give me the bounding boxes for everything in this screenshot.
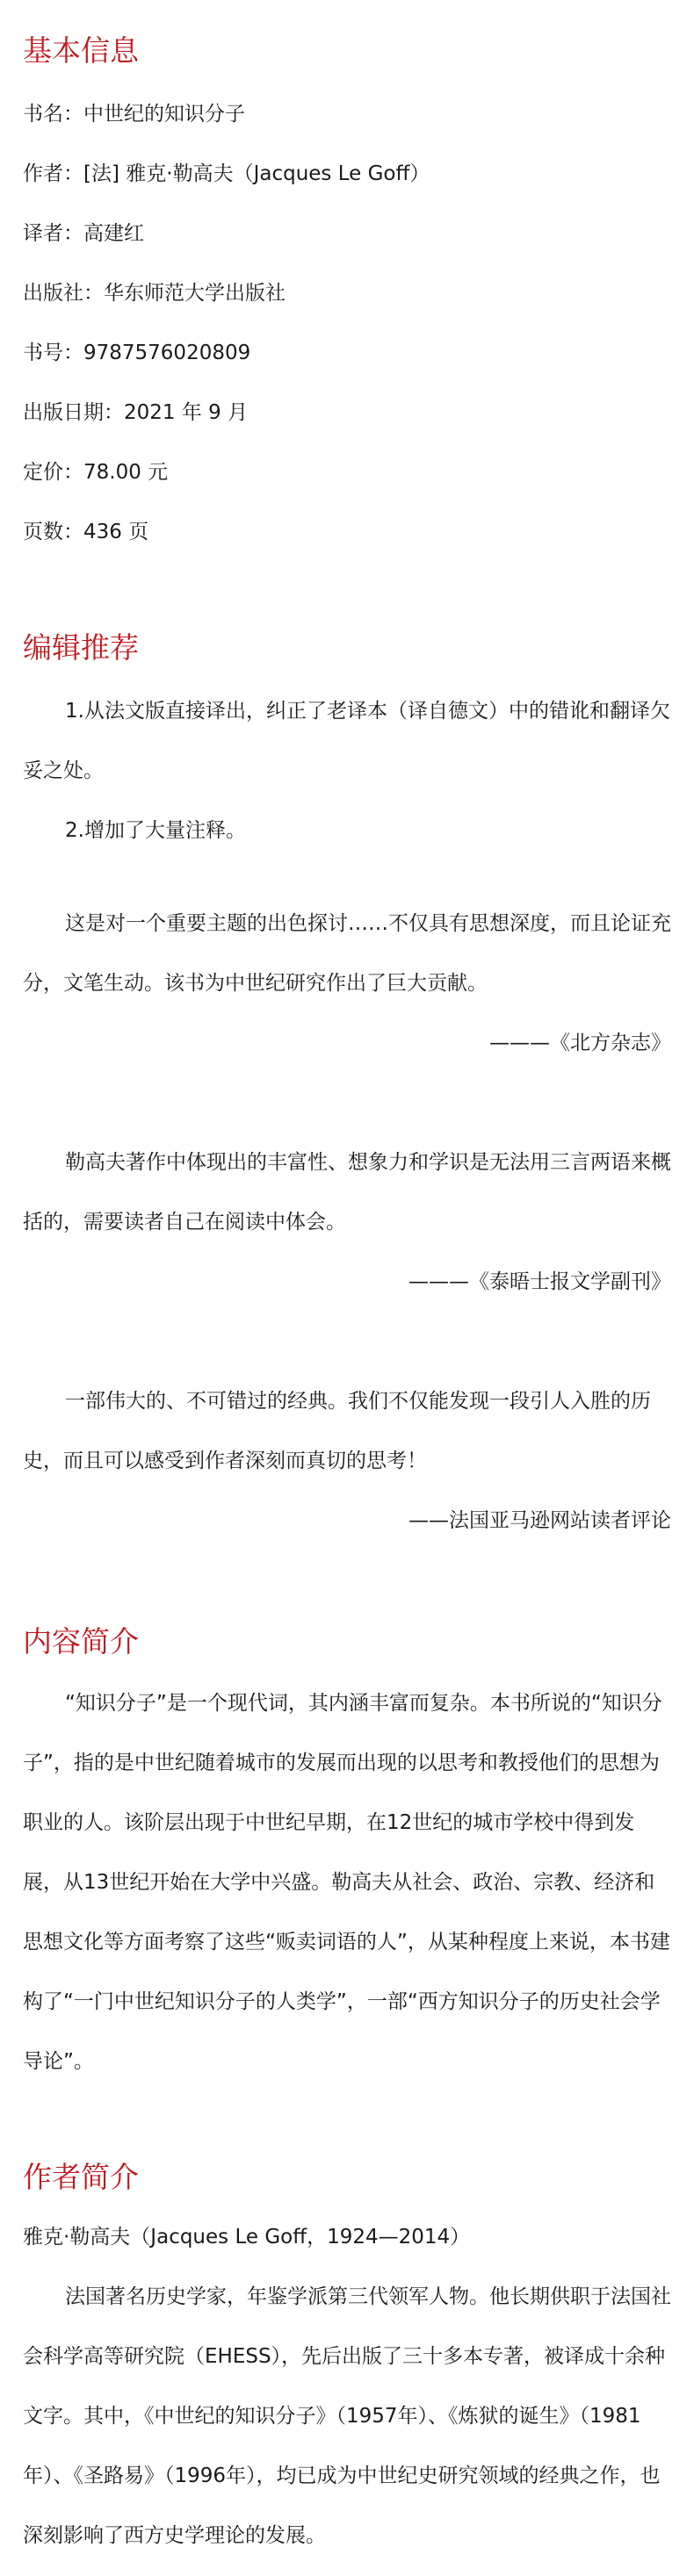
translator-line: 译者：高建红 bbox=[23, 222, 144, 245]
isbn-line: 书号：9787576020809 bbox=[23, 342, 251, 364]
summary-body bbox=[23, 1673, 671, 2091]
basic-info-list bbox=[23, 84, 671, 562]
review-text: 一部伟大的、不可错过的经典。我们不仅能发现一段引人入胜的历史，而且可以感受到作者深刻而真切的思考！ bbox=[23, 1390, 651, 1472]
review-3 bbox=[23, 1371, 671, 1551]
author-intro-heading: 作者简介 bbox=[23, 2160, 139, 2194]
recommend-point: 2.增加了大量注释。 bbox=[65, 819, 246, 842]
publisher-line: 出版社：华东师范大学出版社 bbox=[23, 282, 286, 305]
review-text: 这是对一个重要主题的出色探讨……不仅具有思想深度，而且论证充分，文笔生动。该书为中世纪研究作出了巨大贡献。 bbox=[23, 912, 671, 995]
author-line: 作者：[法] 雅克·勒高夫（Jacques Le Goff） bbox=[23, 162, 430, 185]
basic-info-heading: 基本信息 bbox=[23, 33, 139, 68]
review-1 bbox=[23, 894, 671, 1073]
review-source: ——法国亚马逊网站读者评论 bbox=[408, 1509, 671, 1532]
summary-heading: 内容简介 bbox=[23, 1624, 139, 1659]
author-name: 雅克·勒高夫（Jacques Le Goff，1924—2014） bbox=[23, 2226, 471, 2249]
author-intro-body bbox=[23, 2207, 671, 2565]
review-source: ———《北方杂志》 bbox=[489, 1032, 671, 1054]
author-bio: 法国著名历史学家，年鉴学派第三代领军人物。他长期供职于法国社会科学高等研究院（EHESS），先后出版了三十多本专著，被译成十余种文字。其中，《中世纪的知识分子》（1957年）、《炼狱的诞生》（1981年）、《圣路易》（1996年），均已成为中世纪史研究领域的经典之作，也深刻影响了西方史学理论的发展。 bbox=[23, 2285, 671, 2547]
editor-points bbox=[23, 681, 671, 860]
pages-line: 页数：436 页 bbox=[23, 521, 149, 543]
summary-text: “知识分子”是一个现代词，其内涵丰富而复杂。本书所说的“知识分子”，指的是中世纪随着城市的发展而出现的以思考和教授他们的思想为职业的人。该阶层出现于中世纪早期，在12世纪的城市学校中得到发展，从13世纪开始在大学中兴盛。勒高夫从社会、政治、宗教、经济和思想文化等方面考察了这些“贩卖词语的人”，从某种程度上来说，本书建构了“一门中世纪知识分子的人类学”，一部“西方知识分子的历史社会学导论”。 bbox=[23, 1692, 670, 2073]
review-2 bbox=[23, 1133, 671, 1312]
review-text: 勒高夫著作中体现出的丰富性、想象力和学识是无法用三言两语来概括的，需要读者自己在阅读中体会。 bbox=[23, 1151, 671, 1234]
book-title-line: 书名：中世纪的知识分子 bbox=[23, 103, 245, 126]
price-line: 定价：78.00 元 bbox=[23, 461, 169, 484]
editor-recommend-heading: 编辑推荐 bbox=[23, 630, 139, 665]
publish-date-line: 出版日期：2021 年 9 月 bbox=[23, 401, 249, 424]
review-source: ———《泰晤士报文学副刊》 bbox=[408, 1270, 671, 1293]
recommend-point: 1.从法文版直接译出，纠正了老译本（译自德文）中的错讹和翻译欠妥之处。 bbox=[23, 700, 670, 782]
